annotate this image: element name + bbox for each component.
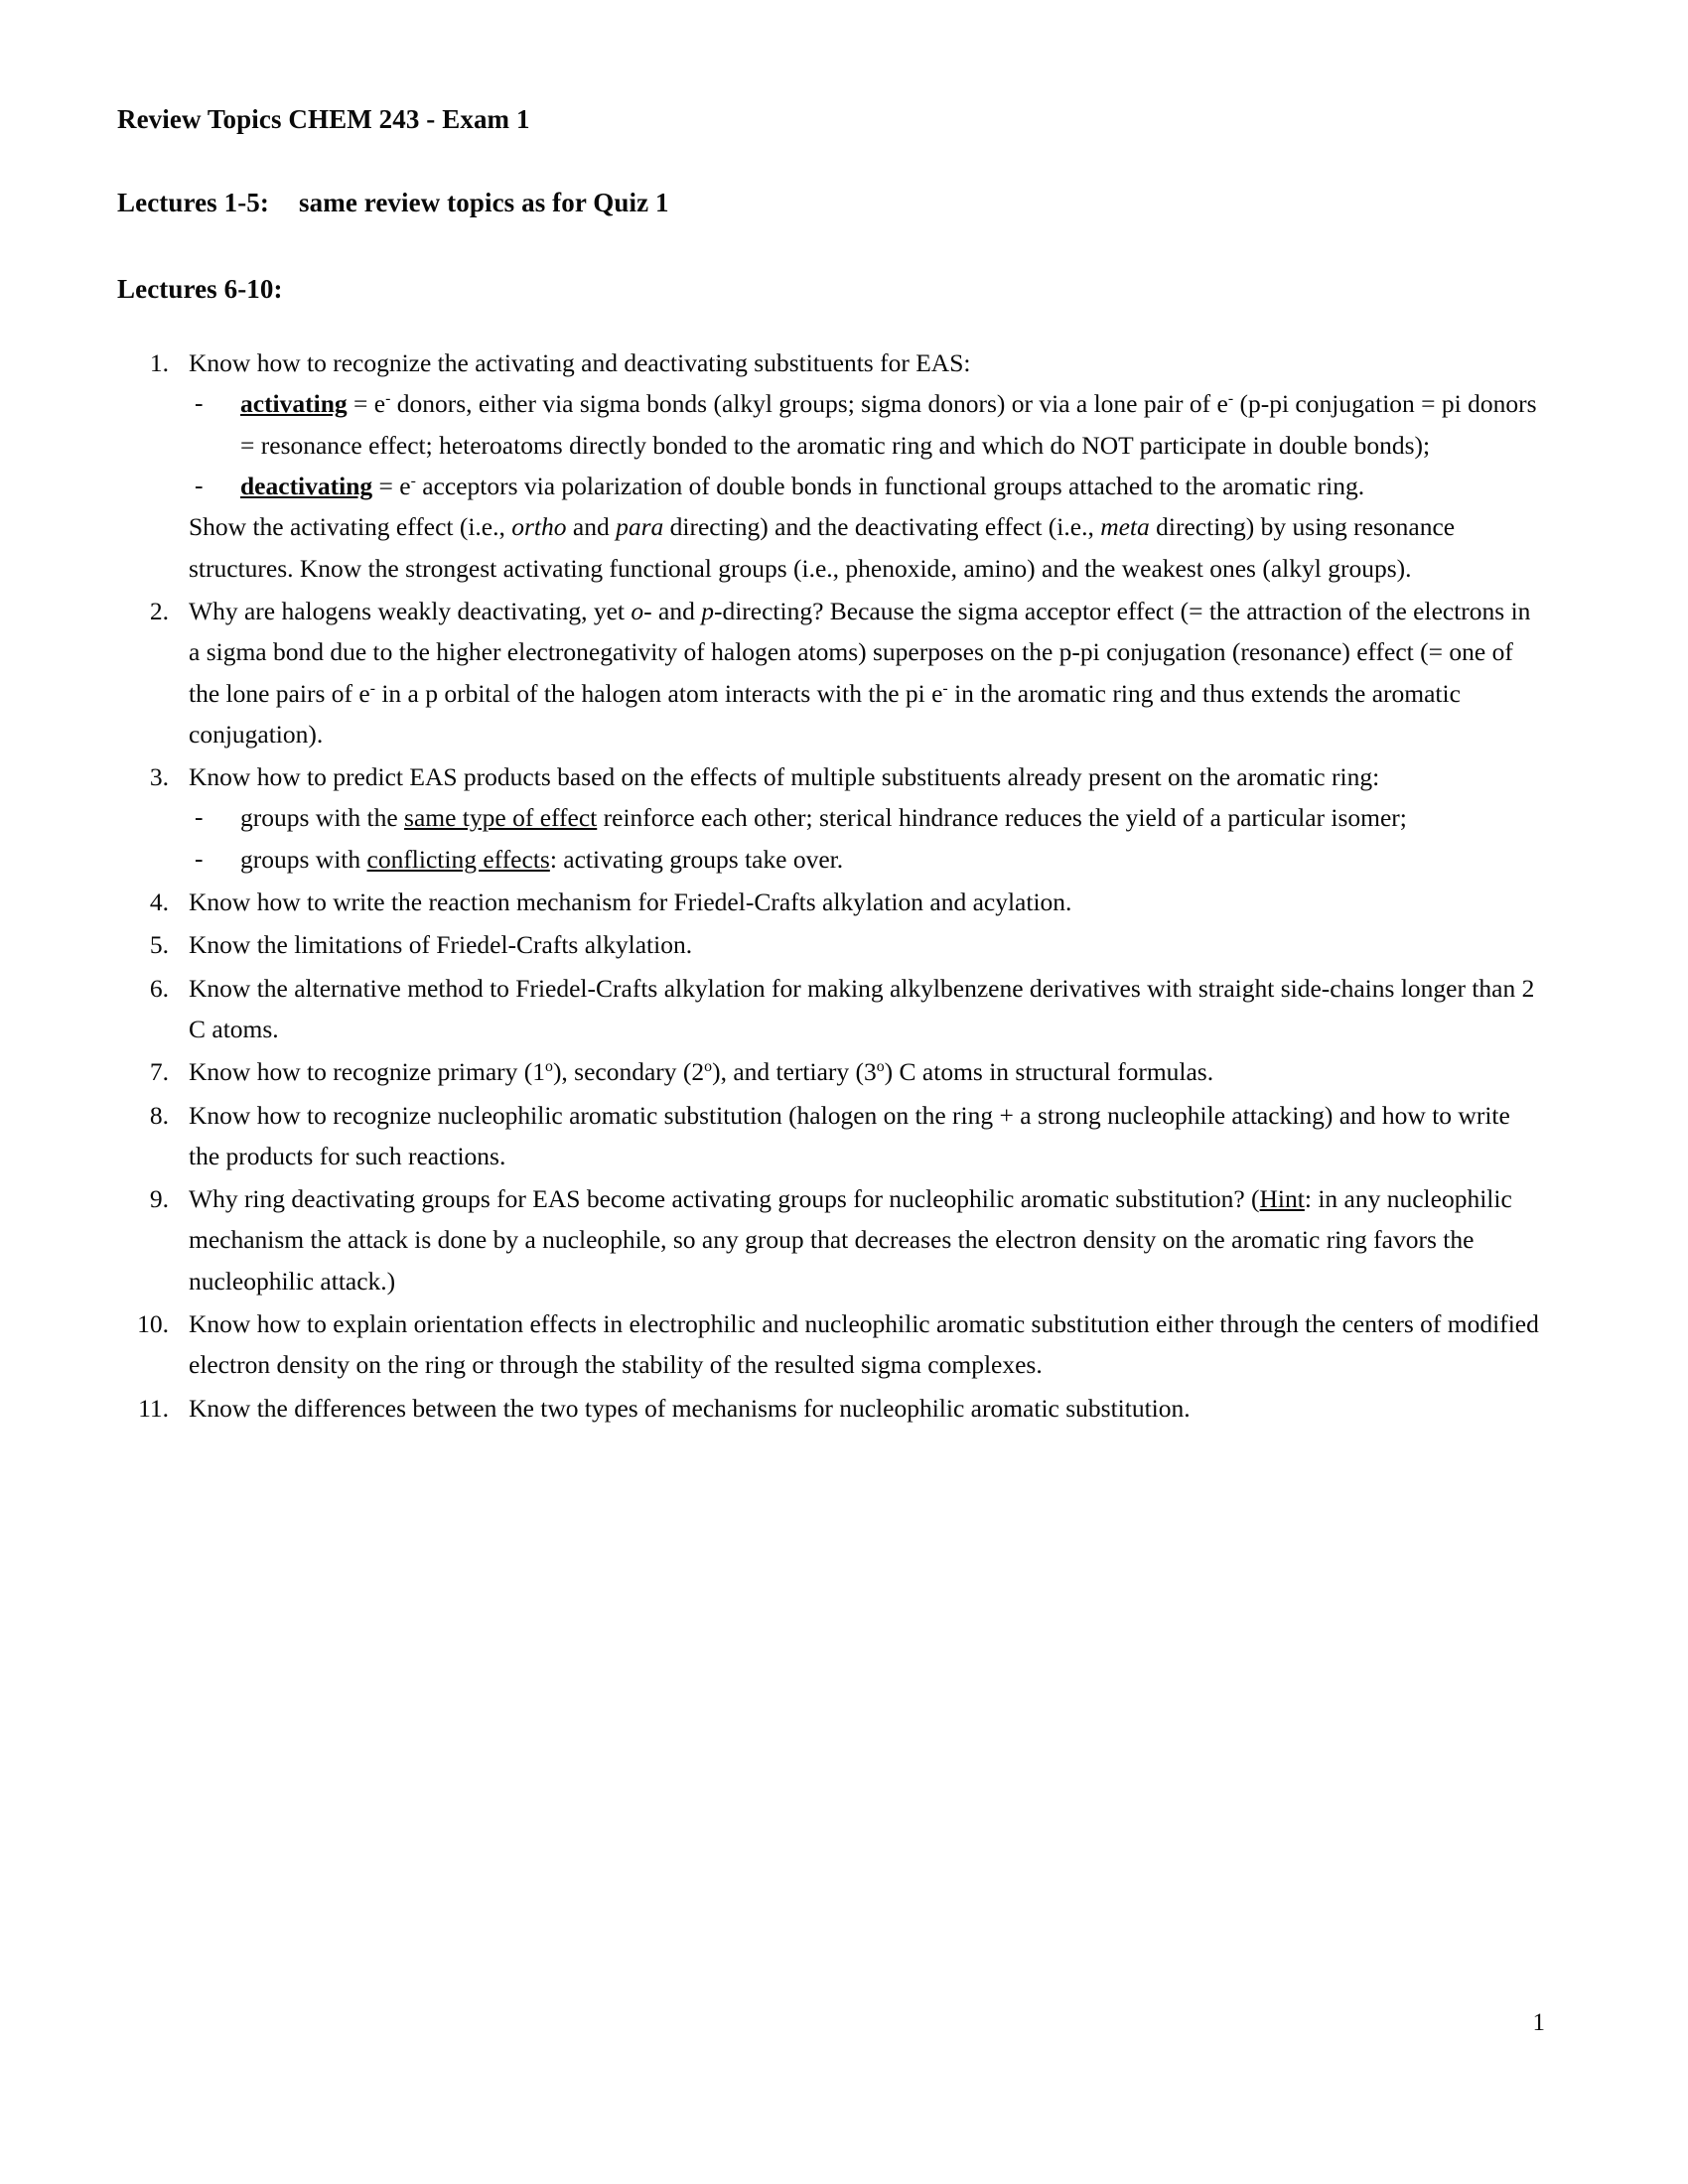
dash-bullet-icon: - — [195, 471, 204, 500]
item7-text-2: ), secondary (2 — [552, 1057, 705, 1087]
list-item — [117, 591, 1539, 754]
ortho-italic: ortho — [511, 512, 567, 542]
item2-text-2: and — [651, 596, 702, 625]
lectures-1-5-heading — [117, 187, 1539, 218]
superscript-degree: o — [704, 1058, 713, 1076]
list-item-number: 11. — [138, 1393, 169, 1423]
list-item — [117, 882, 1539, 922]
item3-sub2-text-2: : activating groups take over. — [549, 844, 844, 874]
superscript-degree: o — [876, 1058, 885, 1076]
deactivating-text-b: acceptors via polarization of double bonds in functional groups attached to the aromatic ring. — [415, 472, 1365, 501]
list-item — [117, 1388, 1539, 1429]
list-item-body: Know the limitations of Friedel-Crafts alkylation. — [189, 930, 693, 960]
sub-list-item — [189, 797, 1539, 838]
page-title: Review Topics CHEM 243 - Exam 1 — [117, 104, 530, 134]
list-item-body: Know how to recognize nucleophilic aromatic substitution (halogen on the ring + a strong nucleophile attacking) and how to write the products for such reactions. — [189, 1100, 1510, 1170]
sub-item-text — [240, 845, 843, 874]
list-item-number: 1. — [149, 348, 169, 378]
sub-list-item — [189, 466, 1539, 506]
item2-text-5: in the aromatic ring and thus extends the aromatic conjugation). — [189, 678, 1461, 749]
hint-underline: Hint — [1259, 1184, 1305, 1214]
list-item-body: Know the alternative method to Friedel-Crafts alkylation for making alkylbenzene derivatives with straight side-chains longer than 2 C atoms. — [189, 973, 1535, 1043]
closing-text-4: directing) by using resonance structures. Know the strongest activating functional groups (i.e., phenoxide, amino) and the weakest ones (alkyl groups). — [189, 512, 1456, 583]
list-item — [117, 342, 1539, 589]
superscript-minus: - — [1227, 390, 1234, 408]
list-item — [117, 968, 1539, 1050]
list-item — [117, 1178, 1539, 1301]
list-item-number: 7. — [149, 1057, 169, 1087]
dash-bullet-icon: - — [195, 843, 204, 873]
list-item — [117, 1051, 1539, 1092]
lectures-1-5-label: Lectures 1-5: — [117, 188, 270, 218]
activating-term: activating — [240, 389, 348, 419]
conflicting-effects-underline: conflicting effects — [366, 844, 550, 874]
page-number: 1 — [1532, 2009, 1545, 2036]
activating-text-a: = e — [347, 389, 386, 419]
list-item-body: Know how to write the reaction mechanism for Friedel-Crafts alkylation and acylation. — [189, 887, 1072, 917]
closing-text-1: Show the activating effect (i.e., — [189, 512, 512, 542]
item3-sub1-text-1: groups with the — [240, 803, 405, 833]
sub-list-item — [189, 839, 1539, 880]
superscript-minus: - — [385, 390, 391, 408]
ortho-abbrev-italic: o- — [631, 596, 652, 625]
item7-text-1: Know how to recognize primary (1 — [189, 1057, 546, 1087]
list-item-number: 3. — [149, 762, 169, 792]
deactivating-term: deactivating — [240, 472, 373, 501]
list-item-body: Know how to explain orientation effects in electrophilic and nucleophilic aromatic substitution either through the centers of modified electron density on the ring or through the stability of the resulted sigma complexes. — [189, 1309, 1539, 1380]
item3-sub-list — [189, 797, 1539, 880]
same-type-of-effect-underline: same type of effect — [404, 803, 598, 833]
superscript-minus: - — [369, 679, 375, 697]
item7-text-3: ), and tertiary (3 — [712, 1057, 877, 1087]
item3-lead-text: Know how to predict EAS products based on the effects of multiple substituents already present on the aromatic ring: — [189, 762, 1380, 792]
list-item-body: Know the differences between the two types of mechanisms for nucleophilic aromatic substitution. — [189, 1393, 1191, 1423]
list-item — [117, 924, 1539, 965]
list-item-number: 8. — [149, 1100, 169, 1130]
list-item — [117, 1303, 1539, 1386]
sub-item-text — [240, 389, 1537, 459]
list-item-body — [189, 1051, 1539, 1092]
superscript-degree: o — [545, 1058, 553, 1076]
item9-text-2: : in any nucleophilic mechanism the attack is done by a nucleophile, so any group that decreases the electron density on the aromatic ring favors the nucleophilic attack.) — [189, 1184, 1512, 1296]
activating-text-c: (p-pi conjugation = pi donors = resonance effect; heteroatoms directly bonded to the aromatic ring and which do NOT participate in double bonds); — [240, 389, 1537, 460]
superscript-minus: - — [942, 679, 948, 697]
sub-item-text — [240, 472, 1364, 500]
item9-text-1: Why ring deactivating groups for EAS become activating groups for nucleophilic aromatic substitution? ( — [189, 1184, 1260, 1214]
closing-text-3: directing) and the deactivating effect (i.e., — [663, 512, 1101, 542]
list-item-number: 2. — [149, 596, 169, 625]
dash-bullet-icon: - — [195, 388, 204, 418]
item3-sub2-text-1: groups with — [240, 844, 367, 874]
item2-text-1: Why are halogens weakly deactivating, yet — [189, 596, 632, 625]
closing-text-2: and — [566, 512, 617, 542]
review-topics-list — [117, 342, 1539, 1429]
list-item-number: 4. — [149, 887, 169, 917]
item7-text-4: ) C atoms in structural formulas. — [884, 1057, 1214, 1087]
item2-text-3: directing? Because the sigma acceptor effect (= the attraction of the electrons in a sigma bond due to the higher electronegativity of halogen atoms) superposes on the p-pi conjugation (resonance) effect (= one of the lone pairs of e — [189, 596, 1531, 708]
superscript-minus: - — [410, 472, 416, 489]
list-item-body — [189, 342, 1539, 589]
list-item-body — [189, 591, 1539, 754]
para-italic: para — [616, 512, 664, 542]
item1-closing-paragraph — [189, 506, 1539, 589]
item3-sub1-text-2: reinforce each other; sterical hindrance reduces the yield of a particular isomer; — [597, 803, 1407, 833]
item1-sub-list — [189, 383, 1539, 506]
lectures-6-10-heading: Lectures 6-10: — [117, 273, 283, 304]
sub-item-text — [240, 803, 1407, 832]
list-item-body — [189, 1178, 1539, 1301]
dash-bullet-icon: - — [195, 802, 204, 832]
list-item-number: 5. — [149, 930, 169, 960]
list-item — [117, 756, 1539, 880]
activating-text-b: donors, either via sigma bonds (alkyl groups; sigma donors) or via a lone pair of e — [390, 389, 1228, 419]
para-abbrev-italic: p- — [701, 596, 723, 625]
list-item — [117, 1095, 1539, 1177]
lectures-1-5-text: same review topics as for Quiz 1 — [299, 188, 669, 218]
list-item-number: 10. — [137, 1309, 169, 1338]
item1-lead-text: Know how to recognize the activating and deactivating substituents for EAS: — [189, 348, 971, 378]
sub-list-item — [189, 383, 1539, 466]
item2-text-4: in a p orbital of the halogen atom interacts with the pi e — [374, 678, 943, 708]
list-item-number: 9. — [149, 1184, 169, 1214]
deactivating-text-a: = e — [372, 472, 411, 501]
list-item-number: 6. — [149, 973, 169, 1003]
meta-italic: meta — [1100, 512, 1150, 542]
list-item-body — [189, 756, 1539, 880]
